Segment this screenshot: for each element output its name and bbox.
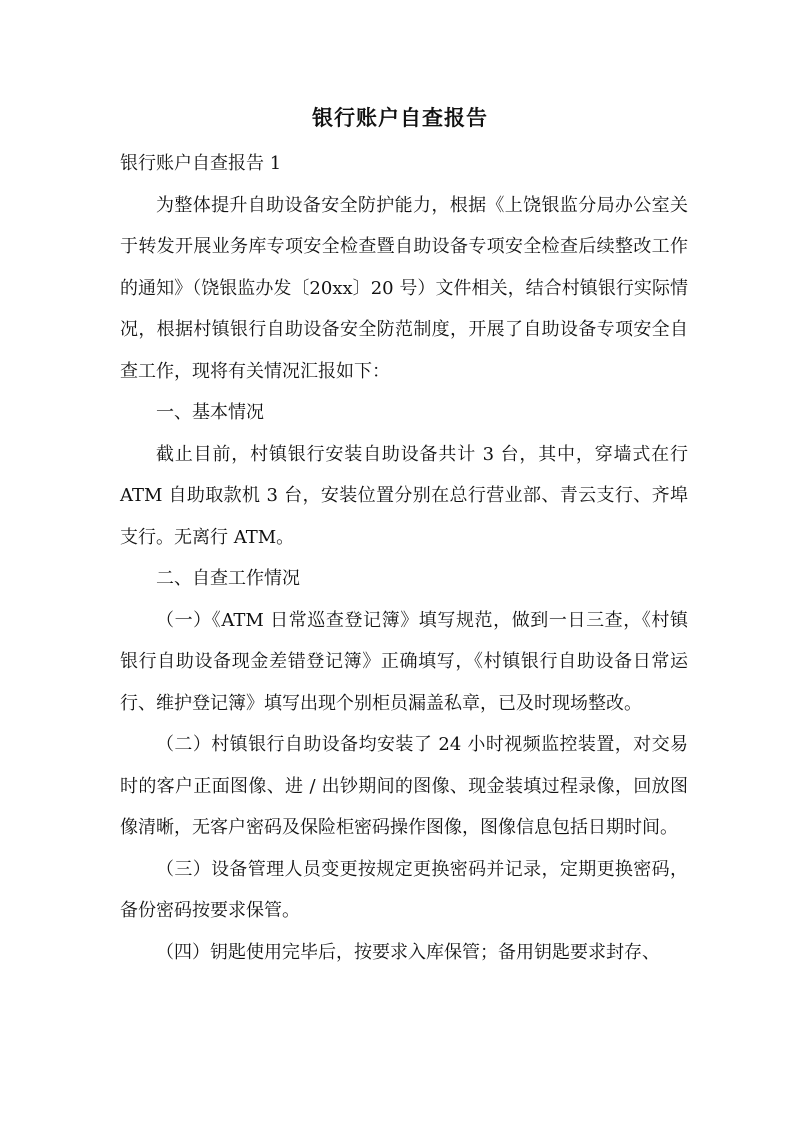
paragraph-item-1: （一）《ATM 日常巡查登记簿》填写规范，做到一日三查，《村镇银行自助设备现金差错登记簿》正确填写，《村镇银行自助设备日常运行、维护登记簿》填写出现个别柜员漏盖私章，已及时现场整改。: [120, 609, 688, 714]
section-heading-basic: 一、基本情况: [156, 402, 264, 423]
paragraph-item-2: （二）村镇银行自助设备均安装了 24 小时视频监控装置，对交易时的客户正面图像、进 / 出钞期间的图像、现金装填过程录像，回放图像清晰，无客户密码及保险柜密码操作图像，图像信息包括日期时间。: [120, 734, 688, 838]
paragraph-intro: 为整体提升自助设备安全防护能力，根据《上饶银监分局办公室关于转发开展业务库专项安全检查暨自助设备专项安全检查后续整改工作的通知》（饶银监办发〔20xx〕20 号）文件相关，结合村镇银行实际情况，根据村镇银行自助设备安全防范制度，开展了自助设备专项安全自查工作，现将有关情况汇报如下：: [120, 194, 688, 382]
paragraph-item-3: （三）设备管理人员变更按规定更换密码并记录，定期更换密码，备份密码按要求保管。: [120, 858, 688, 921]
paragraph-item-4: （四）钥匙使用完毕后，按要求入库保管；备用钥匙要求封存、: [156, 941, 660, 963]
section-heading-selfcheck: 二、自查工作情况: [156, 568, 300, 589]
paragraph-basic-info: 截止目前，村镇银行安装自助设备共计 3 台，其中，穿墙式在行 ATM 自助取款机 3 台，安装位置分别在总行营业部、青云支行、齐埠支行。无离行 ATM。: [120, 443, 688, 548]
document-body: [120, 143, 688, 973]
report-subtitle: 银行账户自查报告 1: [120, 153, 282, 174]
document-title: 银行账户自查报告: [312, 105, 488, 130]
